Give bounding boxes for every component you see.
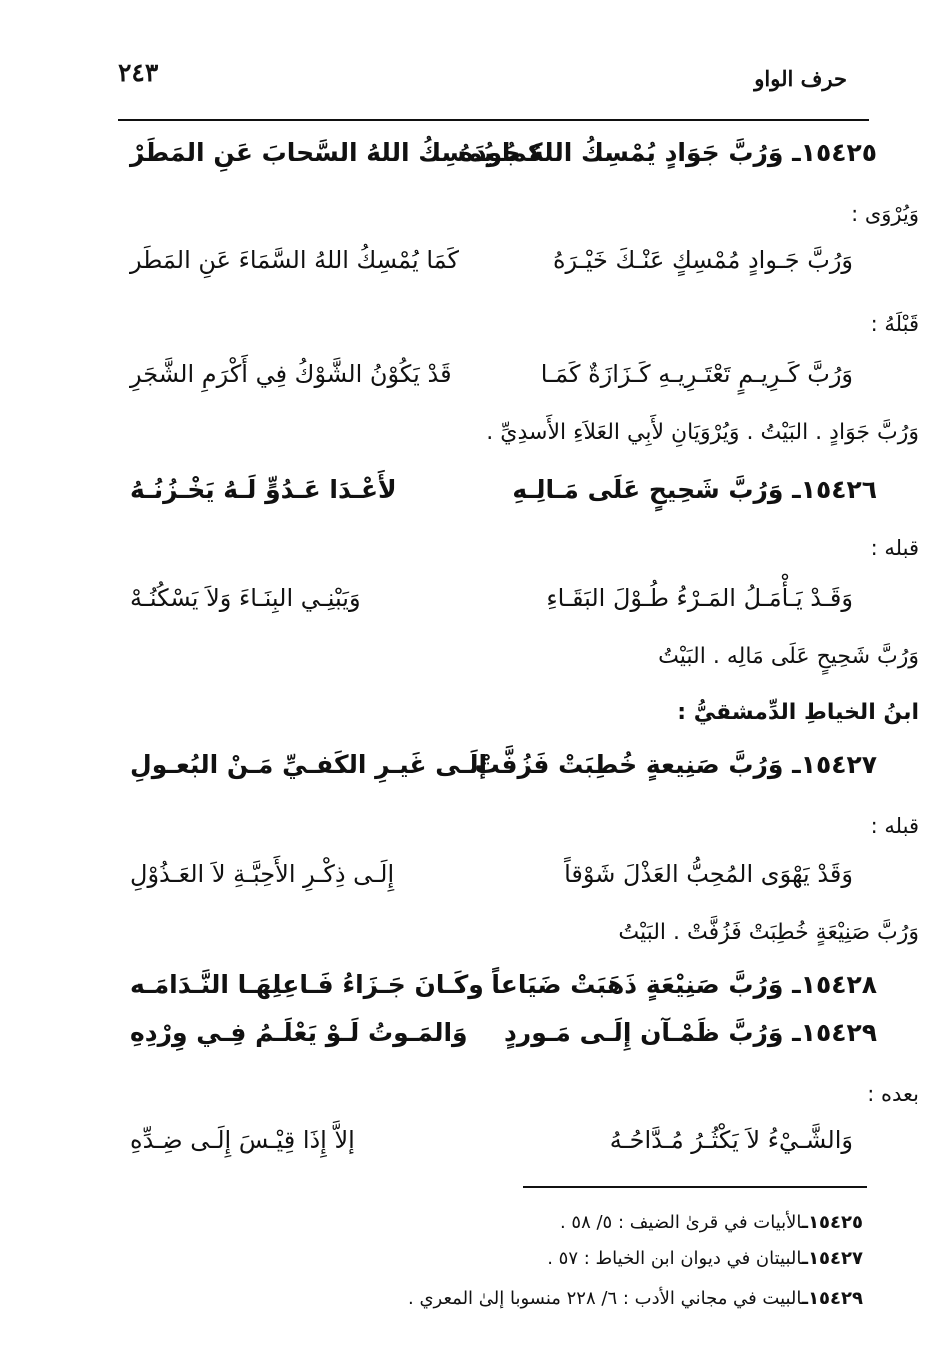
verse-text: وَرُبَّ صَنِيْعَةٍ ذَهَبَتْ ضَيَاعاً	[491, 970, 784, 999]
verse-first-hemistich: وَرُبَّ كَـرِيـمٍ تَعْتَـرِيـهِ كَـزَازَةٌ كَمَـا	[540, 360, 853, 388]
verse-second-hemistich: إِلَـى ذِكْـرِ الأَحِبَّـةِ لاَ العَـذُوْلِ	[130, 860, 395, 888]
chapter-title: حرف الواو	[754, 66, 847, 91]
label-qablahu-3: قبله :	[870, 814, 919, 838]
verse-second-hemistich: وَالمَـوتُ لَـوْ يَعْلَـمُ فِـي وِرْدِهِ	[130, 1018, 468, 1047]
verse-second-hemistich: وَيَبْنِـي البِنَـاءَ وَلاَ يَسْكُنُـهْ	[130, 584, 361, 612]
footnote-rule	[523, 1186, 867, 1188]
verse-first-hemistich	[512, 475, 877, 504]
label-yurwa: وَيُرْوَى :	[851, 202, 919, 226]
verse-text: وَرُبَّ شَحِيحٍ عَلَى مَـالِـهِ	[512, 475, 784, 504]
verse-second-hemistich: إلاَّ إِذَا قِيْـسَ إِلَـى ضِـدِّهِ	[130, 1126, 355, 1154]
footnote	[118, 1288, 863, 1309]
verse-number: ١٥٤٢٥ـ	[792, 138, 877, 167]
label-qablahu-2: قبله :	[870, 536, 919, 560]
footnote	[118, 1248, 863, 1269]
verse-second-hemistich: لأَعْـدَا عَـدُوٍّ لَـهُ يَخْـزُنُـهُ	[130, 475, 397, 504]
verse-second-hemistich: إلَـى غَيـرِ الكَفـيِّ مَـنْ البُعـولِ	[130, 750, 488, 779]
verse-second-hemistich: وكَـانَ جَـزَاءُ فَـاعِلِهَـا النَّـدَامَـه	[130, 970, 484, 999]
note-15427: وَرُبَّ صَنِيْعَةٍ خُطِبَتْ فَزُفَّتْ . البَيْتُ	[618, 920, 919, 945]
footnote-number: ١٥٤٢٧ـ	[801, 1248, 863, 1269]
verse-text: وَرُبَّ ظَمْـآن إِلَـى مَـوردٍ	[503, 1018, 784, 1047]
header-rule	[118, 119, 869, 121]
poet-attribution: ابنُ الخياطِ الدِّمشقيُّ :	[677, 700, 919, 725]
footnote-number: ١٥٤٢٥ـ	[801, 1212, 863, 1233]
verse-first-hemistich: وَالشَّـيْءُ لاَ يَكْثُـرُ مُـدَّاحُـهُ	[609, 1126, 853, 1154]
verse-text: وَرُبَّ جَوَادٍ يُمْسِكُ اللهُ جُودَهُ	[459, 138, 784, 167]
footnote-number: ١٥٤٢٩ـ	[801, 1288, 863, 1309]
verse-number: ١٥٤٢٩ـ	[792, 1018, 877, 1047]
note-15425: وَرُبَّ جَوَادٍ . البَيْتُ . وَيُرْوَيَانِ لأَبِي العَلاَءِ الأَسدِيِّ .	[486, 420, 919, 445]
verse-second-hemistich: كما يُمسِكُ اللهُ السَّحابَ عَنِ المَطَرْ	[130, 138, 543, 167]
footnote-text: الأبيات في قرىٰ الضيف : ٥/ ٥٨ .	[559, 1212, 802, 1233]
footnote-text: البيت في مجاني الأدب : ٦/ ٢٢٨ منسوبا إلىٰ المعري .	[408, 1288, 802, 1309]
verse-first-hemistich: وَقَـدْ يَـأْمَـلُ المَـرْءُ طُـوْلَ البَقَـاءِ	[546, 584, 853, 612]
verse-first-hemistich: وَقَدْ يَهْوَى المُحِبُّ العَذْلَ شَوْقاً	[564, 860, 853, 888]
label-qablahu: قَبْلَهُ :	[870, 312, 919, 336]
verse-text: وَرُبَّ صَنِيعةٍ خُطِبَتْ فَزُفَّتْ	[474, 750, 784, 779]
footnote-text: البيتان في ديوان ابن الخياط : ٥٧ .	[547, 1248, 802, 1269]
page-number: ٢٤٣	[118, 58, 159, 87]
verse-second-hemistich: كَمَا يُمْسِكُ اللهُ السَّمَاءَ عَنِ المَطَر	[130, 246, 459, 274]
verse-number: ١٥٤٢٧ـ	[792, 750, 877, 779]
verse-first-hemistich: وَرُبَّ جَـوادٍ مُمْسِكٍ عَنْـكَ خَيْـرَهُ	[552, 246, 853, 274]
note-15426: وَرُبَّ شَحِيحٍ عَلَى مَالِه . البَيْتُ	[658, 644, 919, 669]
verse-first-hemistich	[475, 750, 877, 779]
verse-second-hemistich: قَدْ يَكُوْنُ الشَّوْكُ فِي أَكْرَمِ الشَّجَرِ	[130, 360, 452, 388]
footnote	[118, 1212, 863, 1233]
verse-number: ١٥٤٢٦ـ	[792, 475, 877, 504]
label-badahu: بعده :	[867, 1082, 919, 1106]
verse-first-hemistich	[491, 970, 877, 999]
verse-first-hemistich	[504, 1018, 877, 1047]
verse-number: ١٥٤٢٨ـ	[792, 970, 877, 999]
page-header	[118, 58, 847, 98]
